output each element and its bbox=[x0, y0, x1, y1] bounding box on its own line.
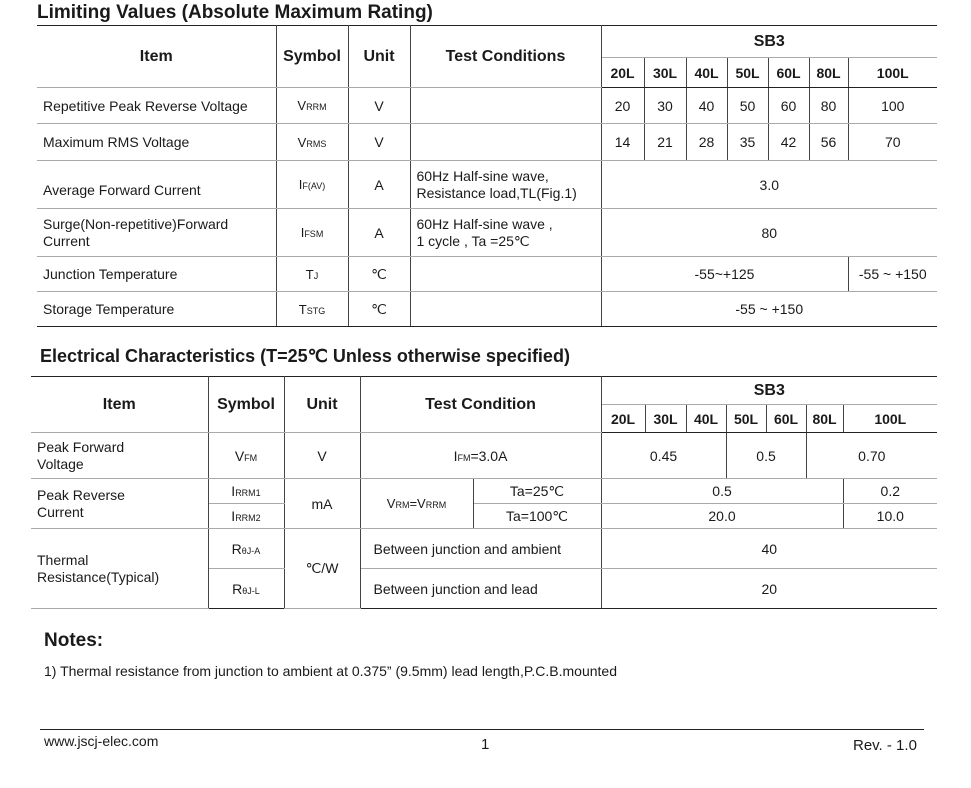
col-header: 60L bbox=[768, 58, 809, 88]
row-item: Maximum RMS Voltage bbox=[37, 124, 276, 161]
cell-value: 0.45 bbox=[601, 433, 726, 479]
cell-value: 42 bbox=[768, 124, 809, 161]
row-condition: Between junction and lead bbox=[360, 569, 601, 609]
table-row bbox=[31, 479, 937, 504]
row-item: Junction Temperature bbox=[37, 257, 276, 292]
cell-value: 35 bbox=[727, 124, 768, 161]
cell-value: -55 ~ +150 bbox=[848, 257, 937, 292]
cell-value: 50 bbox=[727, 88, 768, 124]
col-header: 80L bbox=[806, 405, 843, 433]
col-header: 30L bbox=[644, 58, 686, 88]
row-symbol: RθJ-A bbox=[208, 529, 284, 569]
header-unit: Unit bbox=[348, 26, 410, 88]
row-symbol: TSTG bbox=[276, 292, 348, 327]
cell-value: 40 bbox=[601, 529, 937, 569]
row-symbol: IF(AV) bbox=[276, 161, 348, 209]
row-unit: A bbox=[348, 209, 410, 257]
cell-value: 0.5 bbox=[601, 479, 843, 504]
cell-value: 0.2 bbox=[843, 479, 937, 504]
col-header: 60L bbox=[766, 405, 806, 433]
row-unit: ℃ bbox=[348, 257, 410, 292]
cell-value: 80 bbox=[601, 209, 937, 257]
cell-value: 10.0 bbox=[843, 504, 937, 529]
cell-value: 40 bbox=[686, 88, 727, 124]
row-condition bbox=[410, 292, 601, 327]
col-header: 20L bbox=[601, 58, 644, 88]
electrical-table bbox=[31, 376, 937, 609]
row-unit: V bbox=[348, 88, 410, 124]
row-condition bbox=[410, 257, 601, 292]
table-row bbox=[31, 529, 937, 569]
electrical-title: Electrical Characteristics (T=25℃ Unless otherwise specified) bbox=[40, 346, 570, 366]
row-unit: ℃ bbox=[348, 292, 410, 327]
col-header: 100L bbox=[848, 58, 937, 88]
row-symbol: IRRM1 bbox=[208, 479, 284, 504]
row-item: Thermal Resistance(Typical) bbox=[31, 529, 208, 609]
row-condition bbox=[410, 124, 601, 161]
limiting-table bbox=[37, 25, 937, 327]
row-condition: IFM=3.0A bbox=[360, 433, 601, 479]
table-row bbox=[37, 161, 937, 209]
row-temperature: Ta=100℃ bbox=[473, 504, 601, 529]
header-condition: Test Condition bbox=[360, 377, 601, 433]
cell-value: 100 bbox=[848, 88, 937, 124]
header-unit: Unit bbox=[284, 377, 360, 433]
revision: Rev. - 1.0 bbox=[853, 737, 917, 754]
row-symbol: VRMS bbox=[276, 124, 348, 161]
cell-value: 0.70 bbox=[806, 433, 937, 479]
row-condition: 60Hz Half-sine wave , 1 cycle , Ta =25℃ bbox=[410, 209, 601, 257]
header-conditions: Test Conditions bbox=[410, 26, 601, 88]
cell-value: 80 bbox=[809, 88, 848, 124]
row-unit: mA bbox=[284, 479, 360, 529]
page-number: 1 bbox=[481, 736, 490, 753]
row-symbol: IRRM2 bbox=[208, 504, 284, 529]
row-item: Storage Temperature bbox=[37, 292, 276, 327]
col-header: 50L bbox=[726, 405, 766, 433]
table-row bbox=[37, 209, 937, 257]
table-row bbox=[31, 433, 937, 479]
cell-value: 3.0 bbox=[601, 161, 937, 209]
col-header: 30L bbox=[645, 405, 686, 433]
col-header: 50L bbox=[727, 58, 768, 88]
table-row bbox=[37, 124, 937, 161]
header-group: SB3 bbox=[601, 26, 937, 58]
row-condition: VRM=VRRM bbox=[360, 479, 473, 529]
note-item: 1) Thermal resistance from junction to ambient at 0.375” (9.5mm) lead length,P.C.B.mounted bbox=[44, 663, 617, 679]
cell-value: 20.0 bbox=[601, 504, 843, 529]
cell-value: 20 bbox=[601, 88, 644, 124]
cell-value: -55~+125 bbox=[601, 257, 848, 292]
cell-value: 21 bbox=[644, 124, 686, 161]
notes-title: Notes: bbox=[44, 630, 104, 651]
cell-value: 28 bbox=[686, 124, 727, 161]
col-header: 20L bbox=[601, 405, 645, 433]
row-unit: ℃/W bbox=[284, 529, 360, 609]
table-row bbox=[37, 257, 937, 292]
col-header: 40L bbox=[686, 58, 727, 88]
header-item: Item bbox=[31, 377, 208, 433]
row-temperature: Ta=25℃ bbox=[473, 479, 601, 504]
cell-value: 0.5 bbox=[726, 433, 806, 479]
col-header: 80L bbox=[809, 58, 848, 88]
table-row bbox=[37, 292, 937, 327]
row-unit: V bbox=[284, 433, 360, 479]
footer-divider bbox=[40, 729, 924, 730]
row-unit: V bbox=[348, 124, 410, 161]
row-symbol: IFSM bbox=[276, 209, 348, 257]
cell-value: 56 bbox=[809, 124, 848, 161]
row-symbol: VRRM bbox=[276, 88, 348, 124]
table-row bbox=[37, 88, 937, 124]
cell-value: 70 bbox=[848, 124, 937, 161]
row-item: Repetitive Peak Reverse Voltage bbox=[37, 88, 276, 124]
row-item: Peak Reverse Current bbox=[31, 479, 208, 529]
footer-url: www.jscj-elec.com bbox=[44, 733, 159, 749]
cell-value: 30 bbox=[644, 88, 686, 124]
row-symbol: VFM bbox=[208, 433, 284, 479]
row-item: Peak Forward Voltage bbox=[31, 433, 208, 479]
row-symbol: RθJ-L bbox=[208, 569, 284, 609]
col-header: 40L bbox=[686, 405, 726, 433]
header-group: SB3 bbox=[601, 377, 937, 405]
header-symbol: Symbol bbox=[208, 377, 284, 433]
row-item: Surge(Non-repetitive)Forward Current bbox=[37, 209, 276, 257]
row-unit: A bbox=[348, 161, 410, 209]
limiting-title: Limiting Values (Absolute Maximum Rating) bbox=[37, 2, 433, 23]
cell-value: 20 bbox=[601, 569, 937, 609]
cell-value: 14 bbox=[601, 124, 644, 161]
row-condition: Between junction and ambient bbox=[360, 529, 601, 569]
row-condition bbox=[410, 88, 601, 124]
row-condition: 60Hz Half-sine wave, Resistance load,TL(Fig.1) bbox=[410, 161, 601, 209]
header-symbol: Symbol bbox=[276, 26, 348, 88]
cell-value: 60 bbox=[768, 88, 809, 124]
col-header: 100L bbox=[843, 405, 937, 433]
header-item: Item bbox=[37, 26, 276, 88]
row-item: Average Forward Current bbox=[37, 161, 276, 209]
row-symbol: TJ bbox=[276, 257, 348, 292]
cell-value: -55 ~ +150 bbox=[601, 292, 937, 327]
